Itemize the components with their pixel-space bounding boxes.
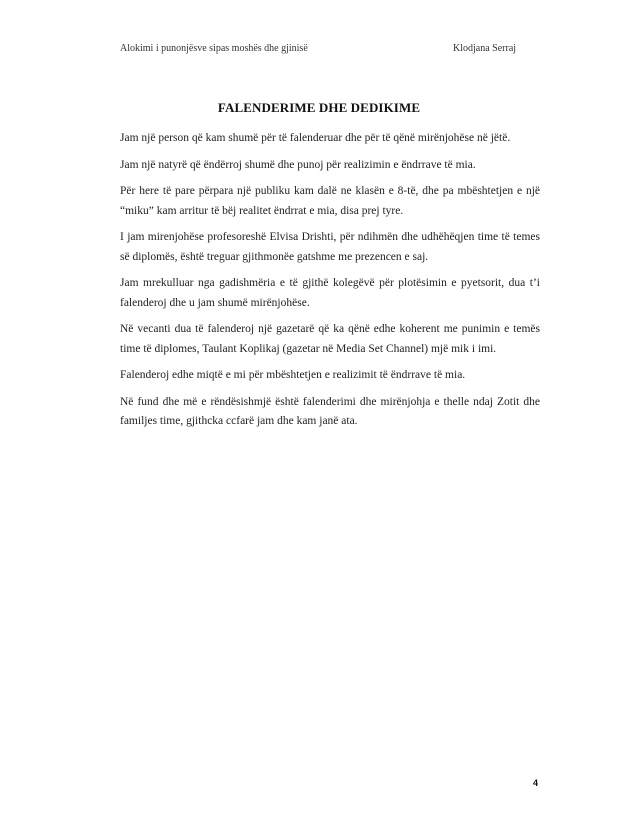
paragraph: Në fund dhe më e rëndësishmjë është falenderimi dhe mirënjohja e thelle ndaj Zotit dhe familjes time, gjithcka ccfarë jam dhe kam janë ata. bbox=[120, 395, 540, 427]
paragraph: I jam mirenjohëse profesoreshë Elvisa Drishti, për ndihmën dhe udhëhëqjen time të temes së diplomës, është treguar gjithmonëe gatshme me prezencen e saj. bbox=[120, 231, 540, 263]
page-title: FALENDERIME DHE DEDIKIME bbox=[217, 100, 421, 115]
paragraph: Për here të pare përpara një publiku kam dalë ne klasën e 8-të, dhe pa mbështetjen e një “miku” kam arritur të bëj realitet ëndrrat e mia, disa prej tyre. bbox=[120, 185, 540, 217]
running-header-author: Klodjana Serraj bbox=[453, 43, 517, 54]
paragraph: Jam një person që kam shumë për të falenderuar dhe për të qënë mirënjohëse në jëtë. bbox=[120, 132, 511, 144]
running-header-title: Alokimi i punonjësve sipas moshës dhe gjinisë bbox=[120, 43, 308, 54]
paragraph: Në vecanti dua të falenderoj një gazetarë që ka qënë edhe koherent me punimin e temës time të diplomes, Taulant Koplikaj (gazetar në Media Set Channel) mjë mik i imi. bbox=[120, 323, 540, 355]
paragraph: Falenderoj edhe miqtë e mi për mbështetjen e realizimit të ëndrrave të mia. bbox=[120, 369, 466, 381]
paragraph: Jam një natyrë që ëndërroj shumë dhe punoj për realizimin e ëndrrave të mia. bbox=[120, 158, 476, 171]
body-text bbox=[120, 129, 540, 439]
paragraph: Jam mrekulluar nga gadishmëria e të gjithë kolegëvë për plotësimin e pyetsorit, dua t’i falenderoj dhe u jam shumë mirënjohëse. bbox=[120, 277, 540, 309]
page-number: 4 bbox=[533, 778, 539, 788]
